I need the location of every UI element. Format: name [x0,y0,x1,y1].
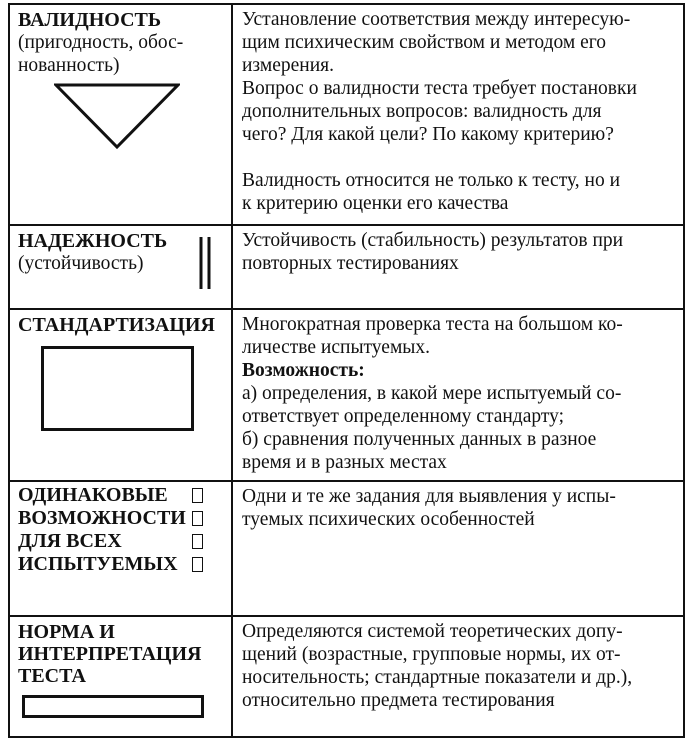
description-line: носительность; стандартные показатели и др.), [242,667,633,688]
description-line: чего? Для какой цели? По какому критерию? [242,124,614,145]
description-line: Валидность относится не только к тесту, но и [242,170,621,191]
description-cell [233,226,683,308]
term-line [18,507,231,530]
double-bar-icon [198,236,212,290]
term-cell [10,310,233,480]
term-title: НАДЕЖНОСТЬ [18,230,168,252]
term-cell [10,482,233,615]
term-line [18,484,231,507]
spacer [242,146,675,169]
table-row-reliability [10,226,683,310]
description-line: а) определения, в какой мере испытуемый со- [242,383,622,404]
description-line: личестве испытуемых. [242,337,431,358]
term-title: НОРМА И [18,621,115,643]
table-row-equal-opportunities [10,482,683,617]
description-line: время и в разных местах [242,452,447,473]
description-cell [233,5,683,224]
table-row-validity [10,5,683,226]
term-title: ОДИНАКОВЫЕ [18,484,168,506]
rectangle-icon [41,346,194,431]
term-title: ВАЛИДНОСТЬ [18,9,162,31]
description-line: щений (возрастные, групповые нормы, их от- [242,644,621,665]
term-subtitle: (пригодность, обос- [18,32,184,53]
description-line: относительно предмета тестирования [242,690,555,711]
triangle-down-icon [54,83,180,149]
description-line: к критерию оценки его качества [242,193,509,214]
term-title: ИСПЫТУЕМЫХ [18,553,178,575]
term-line [18,530,231,553]
description-line: повторных тестированиях [242,253,459,274]
checkbox-icon [192,488,203,503]
term-title: ВОЗМОЖНОСТИ [18,507,186,529]
description-line: б) сравнения полученных данных в разное [242,429,597,450]
wide-rectangle-icon [22,695,204,718]
term-subtitle: нованность) [18,55,120,76]
description-cell [233,617,683,736]
description-line: щим психическим свойством и методом его [242,32,607,53]
description-line: Вопрос о валидности теста требует постановки [242,78,637,99]
term-title: ДЛЯ ВСЕХ [18,530,122,552]
term-cell [10,5,233,224]
checkbox-icon [192,534,203,549]
term-title: СТАНДАРТИЗАЦИЯ [18,314,215,336]
description-line: ответствует определенному стандарту; [242,406,565,427]
description-line: Установление соответствия между интересую- [242,9,631,30]
term-line [18,553,231,576]
description-line: Одни и те же задания для выявления у испы- [242,486,616,507]
description-line: Определяются системой теоретических допу- [242,621,623,642]
description-cell [233,310,683,480]
term-cell [10,617,233,736]
possibility-label: Возможность: [242,360,365,381]
description-line: туемых психических особенностей [242,509,535,530]
checkbox-icon [192,557,203,572]
description-cell [233,482,683,615]
term-title: ТЕСТА [18,665,86,687]
term-subtitle: (устойчивость) [18,253,144,274]
term-cell [10,226,233,308]
table-row-standardization [10,310,683,482]
description-line: дополнительных вопросов: валидность для [242,101,602,122]
description-line: Многократная проверка теста на большом ко- [242,314,623,335]
term-title: ИНТЕРПРЕТАЦИЯ [18,643,202,665]
checkbox-icon [192,511,203,526]
description-line: измерения. [242,55,334,76]
table-row-norm-interpretation [10,617,683,736]
criteria-table [8,3,685,738]
description-line: Устойчивость (стабильность) результатов при [242,230,624,251]
